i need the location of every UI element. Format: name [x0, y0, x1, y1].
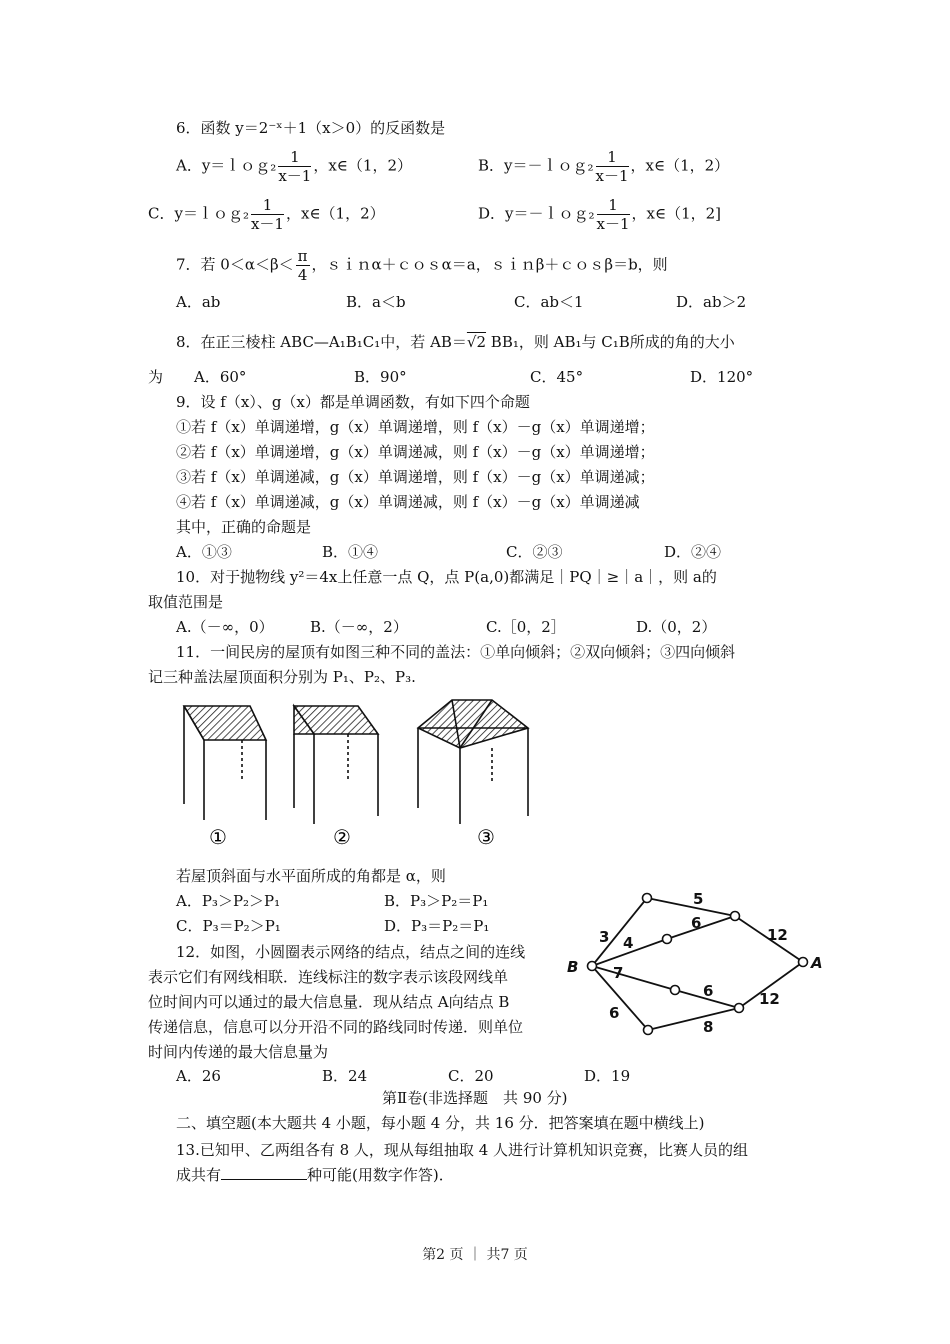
- q10-option-c: C.［0，2］: [486, 618, 566, 636]
- q9-option-d: D．②④: [664, 543, 722, 561]
- q8-option-d: D．120°: [690, 368, 754, 386]
- q6-option-c: C．y＝ｌｏｇ₂ $\frac{1}{x-1}$ ，x∈（1，2）: [148, 196, 385, 233]
- roof-label-2: ②: [333, 825, 351, 849]
- q8-option-a: A．60°: [194, 368, 247, 386]
- edge-label: 12: [759, 990, 780, 1008]
- edge-label: 6: [609, 1004, 620, 1022]
- q11-option-a: A．P₃＞P₂＞P₁: [176, 892, 281, 910]
- q7-option-d: D．ab＞2: [676, 293, 747, 311]
- q11-option-d: D．P₃＝P₂＝P₁: [384, 917, 490, 935]
- q11-condition: 若屋顶斜面与水平面所成的角都是 α，则: [176, 867, 446, 885]
- roof-figure-2: [294, 706, 378, 824]
- q10-option-b: B.（－∞，2）: [310, 618, 408, 636]
- q12-option-b: B．24: [322, 1067, 368, 1085]
- q8-option-b: B．90°: [354, 368, 407, 386]
- q11-option-b: B．P₃＞P₂＝P₁: [384, 892, 489, 910]
- q9-stem: 9．设 f（x）、g（x）都是单调函数，有如下四个命题: [176, 393, 530, 411]
- q7-stem: 7．若 0＜α＜β＜ $\frac{\pi}{4}$ ，ｓｉｎα＋ｃｏｓα＝a，ｓｉｎβ＋ｃｏｓβ＝b，则: [176, 247, 668, 284]
- q12-line-2: 表示它们有网线相联．连线标注的数字表示该段网线单: [148, 968, 509, 986]
- q12-line-4: 传递信息，信息可以分开沿不同的路线同时传递．则单位: [148, 1018, 524, 1036]
- q9-proposition-2: ②若 f（x）单调递增，g（x）单调递减，则 f（x）－g（x）单调递增；: [176, 443, 655, 461]
- q11-option-c: C．P₃＝P₂＞P₁: [176, 917, 281, 935]
- q8-stem: 8．在正三棱柱 ABC—A₁B₁C₁中，若 AB＝√2 BB₁，则 AB₁与 C₁B所成的角的大小: [176, 333, 735, 351]
- q11-cont: 记三种盖法屋顶面积分别为 P₁、P₂、P₃.: [148, 668, 416, 686]
- q13-line-2: 成共有 种可能(用数字作答)．: [176, 1166, 454, 1184]
- q9-option-a: A．①③: [176, 543, 232, 561]
- q8-option-c: C．45°: [530, 368, 584, 386]
- q6-option-d: D．y＝－ｌｏｇ₂ $\frac{1}{x-1}$ ，x∈（1，2]: [478, 196, 722, 233]
- edge-label: 8: [703, 1018, 714, 1036]
- network-node: [643, 894, 652, 903]
- answer-blank[interactable]: [221, 1165, 307, 1180]
- q12-option-c: C．20: [448, 1067, 494, 1085]
- roof-figure-3: [418, 700, 528, 824]
- q7-option-b: B．a＜b: [346, 293, 406, 311]
- node-a-label: A: [811, 954, 823, 972]
- roof-label-3: ③: [477, 825, 495, 849]
- q6-option-b: B．y＝－ｌｏｇ₂ $\frac{1}{x-1}$ ，x∈（1，2）: [478, 148, 730, 185]
- network-node: [663, 935, 672, 944]
- q7-option-c: C．ab＜1: [514, 293, 584, 311]
- edge-label: 6: [703, 982, 714, 1000]
- roof-figures: [170, 692, 540, 857]
- edge-label: 5: [693, 890, 704, 908]
- edge-label: 4: [623, 934, 634, 952]
- node-b: [588, 962, 597, 971]
- q9-proposition-1: ①若 f（x）单调递增，g（x）单调递增，则 f（x）－g（x）单调递增；: [176, 418, 655, 436]
- node-a: [799, 958, 808, 967]
- edge-label: 6: [691, 914, 702, 932]
- node-b-label: B: [567, 958, 579, 976]
- part2-title: 第Ⅱ卷(非选择题 共 90 分): [382, 1089, 568, 1107]
- q9-option-b: B．①④: [322, 543, 379, 561]
- q9-proposition-3: ③若 f（x）单调递减，g（x）单调递增，则 f（x）－g（x）单调递减；: [176, 468, 655, 486]
- edge-label: 3: [599, 928, 610, 946]
- network-node: [644, 1026, 653, 1035]
- roof-label-1: ①: [209, 825, 227, 849]
- network-node: [731, 912, 740, 921]
- q11-stem: 11．一间民房的屋顶有如图三种不同的盖法：①单向倾斜；②双向倾斜；③四向倾斜: [176, 643, 736, 661]
- q10-option-d: D.（0，2）: [636, 618, 717, 636]
- q12-option-a: A．26: [176, 1067, 221, 1085]
- q10-cont: 取值范围是: [148, 593, 224, 611]
- q6-option-a: A．y＝ｌｏｇ₂ $\frac{1}{x-1}$ ，x∈（1，2）: [176, 148, 412, 185]
- roof-figure-1: [184, 706, 266, 820]
- edge-label: 7: [613, 964, 624, 982]
- q13-line-1: 13.已知甲、乙两组各有 8 人，现从每组抽取 4 人进行计算机知识竞赛，比赛人员的组: [176, 1141, 749, 1159]
- network-node: [735, 1004, 744, 1013]
- q6-stem: 6．函数 y＝2⁻ˣ＋1（x＞0）的反函数是: [176, 119, 446, 137]
- q10-stem: 10．对于抛物线 y²＝4x上任意一点 Q，点 P(a,0)都满足｜PQ｜≥｜a｜，则 a的: [176, 568, 717, 586]
- q9-proposition-4: ④若 f（x）单调递减，g（x）单调递减，则 f（x）－g（x）单调递减: [176, 493, 640, 511]
- q9-which: 其中，正确的命题是: [176, 518, 312, 536]
- network-node: [671, 986, 680, 995]
- page-footer: 第2 页 ｜ 共7 页: [422, 1247, 528, 1263]
- q12-line-3: 位时间内可以通过的最大信息量．现从结点 A向结点 B: [148, 993, 510, 1011]
- q12-line-1: 12．如图，小圆圈表示网络的结点，结点之间的连线: [176, 943, 526, 961]
- q12-option-d: D．19: [584, 1067, 631, 1085]
- q7-option-a: A．ab: [176, 293, 221, 311]
- q10-option-a: A.（－∞，0）: [176, 618, 274, 636]
- edge-label: 12: [767, 926, 788, 944]
- section2-title: 二、填空题(本大题共 4 小题，每小题 4 分，共 16 分．把答案填在题中横线上): [176, 1114, 705, 1132]
- q8-cont: 为: [148, 368, 164, 386]
- q9-option-c: C．②③: [506, 543, 563, 561]
- network-graph: [555, 880, 825, 1040]
- q12-line-5: 时间内传递的最大信息量为: [148, 1043, 329, 1061]
